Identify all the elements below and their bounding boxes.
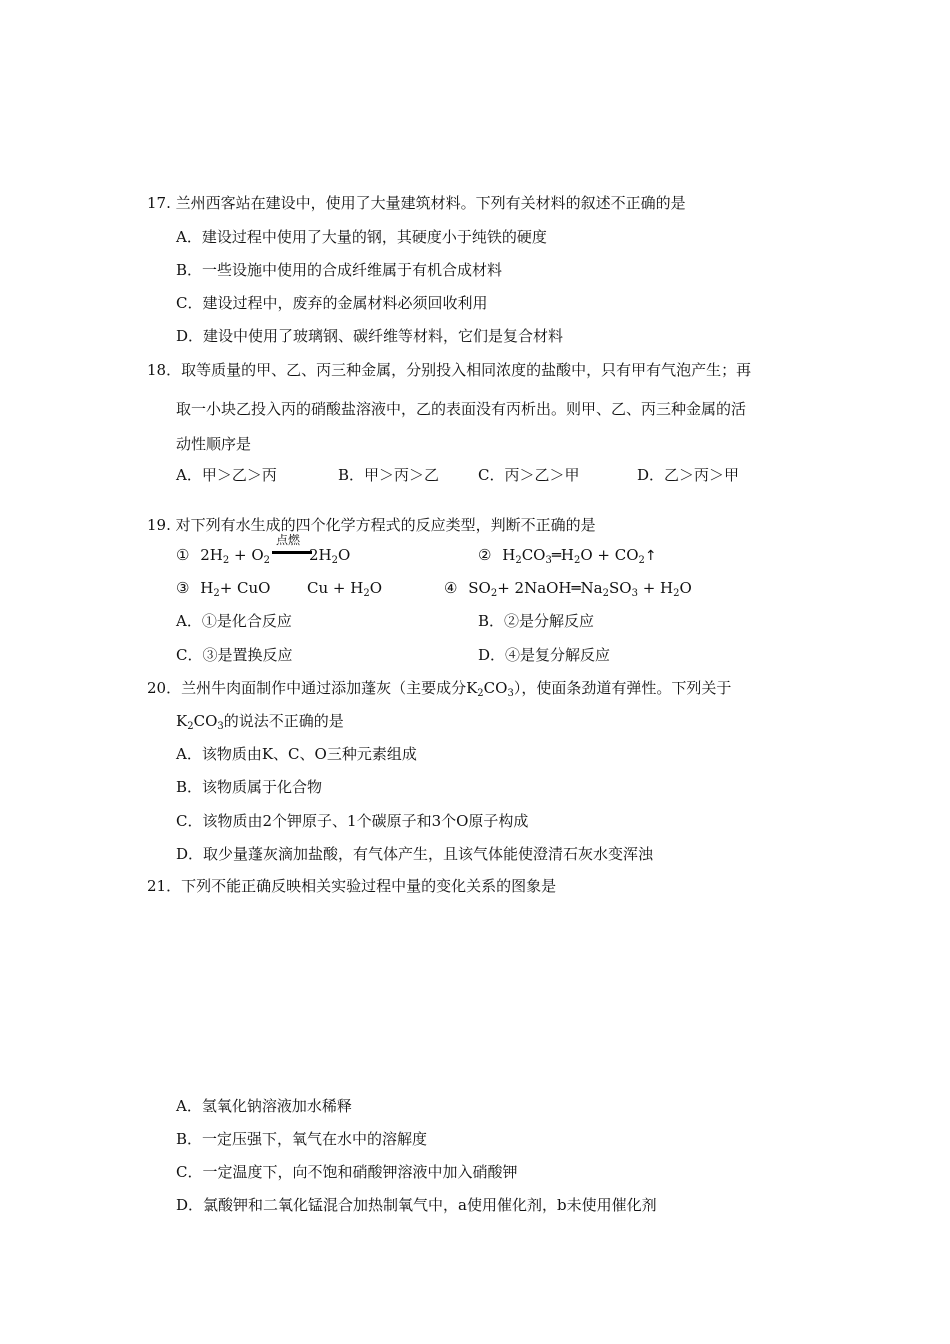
equation-4-part-3: SO [609, 579, 632, 597]
q18-option-a: A．甲＞乙＞丙 [176, 466, 277, 484]
equation-2-sub-3: 2 [573, 555, 581, 566]
q20-line1-sub2: 3 [507, 688, 514, 699]
q17-option-b: B．一些设施中使用的合成纤维属于有机合成材料 [176, 261, 503, 279]
equation-2-sub-1: 2 [515, 555, 522, 566]
equation-4-part-2: + 2NaOH═Na [497, 579, 603, 597]
equation-3-number: ③ [176, 579, 190, 597]
q20-option-b: B．该物质属于化合物 [176, 778, 323, 796]
equation-1-equals-bar [272, 551, 312, 554]
question-21-stem: 21．下列不能正确反映相关实验过程中量的变化关系的图象是 [147, 877, 557, 895]
equation-1-reactant-h2 [200, 546, 229, 564]
q17-option-d: D．建设中使用了玻璃钢、碳纤维等材料，它们是复合材料 [176, 327, 564, 345]
equation-1-o: + O [229, 546, 264, 564]
q20-line1-text: 20．兰州牛肉面制作中通过添加蓬灰（主要成分K [147, 679, 478, 697]
equation-1 [176, 545, 270, 565]
question-20-line-1 [147, 678, 731, 698]
equation-4-number: ④ [444, 579, 458, 597]
question-17-stem: 17. 兰州西客站在建设中，使用了大量建筑材料。下列有关材料的叙述不正确的是 [147, 194, 686, 212]
equation-1-product-h: 2H [309, 546, 332, 564]
equation-2-part-2: CO [521, 546, 546, 564]
q20-line2-sub: 2 [187, 721, 194, 732]
equation-4-part-1: SO [468, 579, 491, 597]
q17-option-a: A．建设过程中使用了大量的钢，其硬度小于纯铁的硬度 [176, 228, 547, 246]
equation-1-product-subscript: 2 [331, 555, 338, 566]
q20-line2-end: 的说法不正确的是 [223, 712, 344, 730]
equation-4 [444, 578, 692, 598]
question-18-line-2: 取一小块乙投入丙的硝酸盐溶液中，乙的表面没有丙析出。则甲、乙、丙三种金属的活 [176, 400, 747, 418]
q18-option-c: C．丙＞乙＞甲 [478, 466, 580, 484]
equation-3-part-3: O [369, 579, 383, 597]
question-18-line-3: 动性顺序是 [176, 435, 252, 453]
q20-line1-end: ），使面条劲道有弹性。下列关于 [513, 679, 732, 697]
equation-4-sub-1: 2 [490, 588, 498, 599]
q20-line2-sub2: 3 [217, 721, 224, 732]
q20-option-a: A．该物质由K、C、O三种元素组成 [176, 745, 417, 763]
equation-4-sub-2: 2 [602, 588, 609, 599]
q19-option-d: D．④是复分解反应 [478, 646, 611, 664]
equation-1-condition: 点燃 [276, 533, 301, 547]
question-18-line-1: 18．取等质量的甲、乙、丙三种金属，分别投入相同浓度的盐酸中，只有甲有气泡产生；再 [147, 361, 752, 379]
equation-1-product-o: O [338, 546, 351, 564]
q21-option-b: B．一定压强下，氧气在水中的溶解度 [176, 1130, 428, 1148]
equation-4-sub-3: 3 [631, 588, 638, 599]
equation-3-part-1: H [200, 579, 214, 597]
equation-1-product [309, 545, 350, 565]
equation-1-o-subscript: 2 [263, 555, 271, 566]
equation-4-part-4: + H [637, 579, 674, 597]
q20-line1-sub: 2 [477, 688, 484, 699]
equation-3-sub-1: 2 [213, 588, 220, 599]
q21-option-c: C．一定温度下，向不饱和硝酸钾溶液中加入硝酸钾 [176, 1163, 518, 1181]
q18-option-d: D．乙＞丙＞甲 [637, 466, 740, 484]
q21-option-d: D．氯酸钾和二氧化锰混合加热制氧气中，a使用催化剂，b未使用催化剂 [176, 1196, 657, 1214]
equation-3-rhs: Cu + H [307, 579, 364, 597]
q21-option-a: A．氢氧化钠溶液加水稀释 [176, 1097, 352, 1115]
equation-2-part-3: ═H [551, 546, 574, 564]
equation-2-part-1: H [502, 546, 516, 564]
equation-2-number: ② [478, 546, 492, 564]
q17-option-c: C．建设过程中，废弃的金属材料必须回收利用 [176, 294, 488, 312]
q18-option-b: B．甲＞丙＞乙 [338, 466, 440, 484]
equation-2 [478, 545, 657, 566]
q20-option-d: D．取少量蓬灰滴加盐酸，有气体产生，且该气体能使澄清石灰水变浑浊 [176, 845, 654, 863]
equation-1-h: 2H [200, 546, 223, 564]
q20-line1-co: CO [483, 679, 508, 697]
q19-option-c: C．③是置换反应 [176, 646, 293, 664]
equation-1-number: ① [176, 546, 190, 564]
equation-1-h-subscript: 2 [222, 555, 230, 566]
equation-2-sub-4: 2 [638, 555, 645, 566]
question-19-stem: 19. 对下列有水生成的四个化学方程式的反应类型，判断不正确的是 [147, 516, 596, 534]
q19-option-a: A．①是化合反应 [176, 612, 292, 630]
question-20-line-2 [176, 711, 344, 731]
equation-1-reactant-o2 [229, 546, 270, 564]
equation-4-sub-4: 2 [673, 588, 680, 599]
q20-option-c: C．该物质由2个钾原子、1个碳原子和3个O原子构成 [176, 812, 529, 830]
equation-3 [176, 578, 270, 598]
equation-3-part-2: + CuO [219, 579, 271, 597]
q20-line2-k: K [176, 712, 188, 730]
equation-4-part-5: O [679, 579, 692, 597]
q19-option-b: B．②是分解反应 [478, 612, 595, 630]
equation-2-part-4: O + CO [580, 546, 639, 564]
equation-3-product [307, 578, 382, 598]
equation-2-sub-2: 3 [545, 555, 552, 566]
equation-3-sub-2: 2 [363, 588, 370, 599]
gas-arrow-icon: ↑ [644, 548, 657, 564]
q20-line2-co: CO [193, 712, 218, 730]
